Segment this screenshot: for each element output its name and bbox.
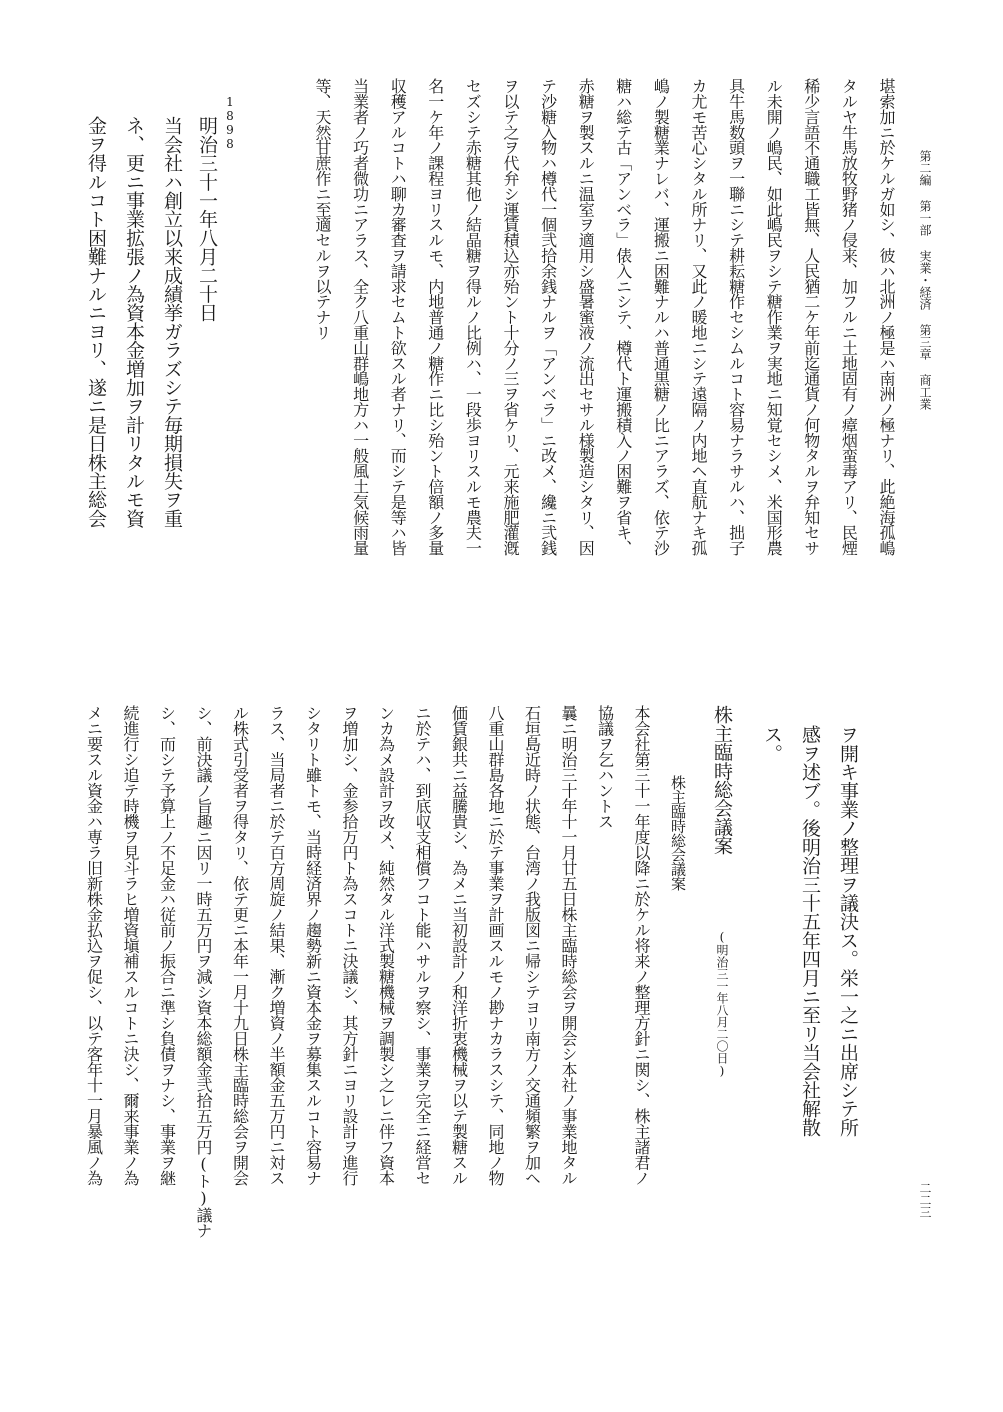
continuation-line: 感ヲ述ブ。後明治三十五年四月ニ至リ当会社解散 <box>799 725 821 1137</box>
continuation-line: ヲ開キ事業ノ整理ヲ議決ス。栄一之ニ出席シテ所 <box>837 725 859 1137</box>
document-subtitle: 株主臨時総会議案 <box>669 775 687 891</box>
text-line: 当業者ノ巧者微功ニアラス、全ク八重山群嶋地方ハ一般風土気候雨量 <box>350 78 370 556</box>
text-line: 収穫アルコトハ聊カ審査ヲ請求セムト欲スル者ナリ、而シテ是等ハ皆 <box>388 78 408 556</box>
body-line: シ、而シテ予算上ノ不足金ハ従前ノ振合ニ準シ負債ヲナシ、事業ヲ継 <box>157 705 177 1186</box>
body-line: メニ要スル資金ハ専ラ旧新株金払込ヲ促シ、以テ客年十一月暴風ノ為 <box>84 705 104 1186</box>
body-line: ニ於テハ、到底収支相償フコト能ハサルヲ察シ、事業ヲ完全ニ経営セ <box>413 705 432 1186</box>
document-date: (明治三一年八月二〇日) <box>715 930 729 1078</box>
text-line: 嶋ノ製糖業ナレバ、運搬ニ困難ナルハ普通黒糖ノ比ニアラズ、依テ沙 <box>651 78 671 556</box>
continuation-line: ス。 <box>761 725 783 763</box>
body-line: シ、前決議ノ旨趣ニ因リ一時五万円ヲ減シ資本総額金弐拾五万円(ト)議ナ <box>194 705 213 1238</box>
notice-line: 当会社ハ創立以来成績挙ガラズシテ毎期損失ヲ重 <box>161 116 183 528</box>
body-line: ンカ為メ設計ヲ改メ、純然タル洋式製糖機械ヲ調製シ之レニ伴フ資本 <box>376 705 396 1186</box>
text-line: ル未開ノ嶋民、如此嶋民ヲシテ糖作業ヲ実地ニ知覚セシメ、米国形農 <box>764 78 784 556</box>
text-line: セズシテ赤糖其他ノ結晶糖ヲ得ルノ比例ハ、一段歩ヨリスルモ農夫一 <box>463 78 483 556</box>
body-line: 本会社第三十一年度以降ニ於ケル将来ノ整理方針ニ関シ、株主諸君ノ <box>632 705 651 1186</box>
text-line: 糖ハ総テ古「アンベラ」俵入ニシテ、樽代ト運搬積入ノ困難ヲ省キ、 <box>613 78 633 556</box>
body-line: ラス、当局者ニ於テ百方周旋ノ結果、漸ク増資ノ半額金五万円ニ対ス <box>267 705 286 1186</box>
text-line: タルヤ牛馬放牧野猪ノ侵来、加フルニ土地固有ノ瘴烟蛮毒アリ、民煙 <box>839 78 859 556</box>
text-line: カ尤モ苦心シタル所ナリ、又此ノ暖地ニシテ遠隔ノ内地ヘ直航ナキ孤 <box>689 78 708 556</box>
page-number: 二二三 <box>918 1182 932 1218</box>
text-line: 堪索加ニ於ケルガ如シ、彼ハ北洲ノ極是ハ南洲ノ極ナリ、此絶海孤嶋 <box>877 78 896 556</box>
body-line: 協議ヲ乞ハントス <box>595 705 615 829</box>
text-line: 稀少言語不通職工皆無、人民猶二ケ年前迄通貨ノ何物タルヲ弁知セサ <box>801 78 821 556</box>
document-title: 株主臨時総会議案 <box>711 705 733 855</box>
date-line: 明治三十一年八月二十日 <box>196 116 218 322</box>
body-line: ヲ増加シ、金参拾万円ト為スコトニ決議シ、其方針ニヨリ設計ヲ進行 <box>340 705 359 1186</box>
notice-line: ネ、更ニ事業拡張ノ為資本金増加ヲ計リタルモ資 <box>123 116 145 528</box>
body-line: ル株式引受者ヲ得タリ、依テ更ニ本年一月十九日株主臨時総会ヲ開会 <box>230 705 250 1186</box>
text-line: 赤糖ヲ製スルニ温室ヲ適用シ盛暑蜜液ノ流出セサル様製造シタリ、因 <box>576 78 596 556</box>
running-head: 第二編 第一部 実業・経済 第三章 商工業 <box>918 150 932 410</box>
body-line: シタリト雖トモ、当時経済界ノ趨勢新ニ資本金ヲ募集スルコト容易ナ <box>303 705 323 1186</box>
year-note: 1898 <box>223 95 237 151</box>
notice-line: 金ヲ得ルコト困難ナルニヨリ、遂ニ是日株主総会 <box>85 116 107 528</box>
text-line: 等、天然甘蔗作ニ至適セルヲ以テナリ <box>313 78 332 340</box>
body-line: 価賃銀共ニ益騰貴シ、為メニ当初設計ノ和洋折衷機械ヲ以テ製糖スル <box>449 705 469 1186</box>
body-line: 石垣島近時ノ状態、台湾ノ我版図ニ帰シテヨリ南方ノ交通頻繁ヲ加ヘ <box>522 705 542 1186</box>
body-line: 八重山群島各地ニ於テ事業ヲ計画スルモノ尠ナカラスシテ、同地ノ物 <box>486 705 505 1186</box>
text-line: 名一ケ年ノ課程ヨリスルモ、内地普通ノ糖作ニ比シ殆ント倍額ノ多量 <box>425 78 445 556</box>
body-line: 曩ニ明治三十年十一月廿五日株主臨時総会ヲ開会シ本社ノ事業地タル <box>559 705 578 1186</box>
text-line: テ沙糖入物ハ樽代一個弐拾余銭ナルヲ「アンベラ」ニ改メ、纔ニ弐銭 <box>538 78 558 556</box>
body-line: 続進行シ追テ時機ヲ見斗ラヒ増資塡補スルコトニ決シ、爾来事業ノ為 <box>121 705 140 1186</box>
text-line: 具牛馬数頭ヲ一聯ニシテ耕耘糖作セシムルコト容易ナラサルハ、拙子 <box>726 78 746 556</box>
text-line: ヲ以テ之ヲ代弁シ運賃積込亦殆ント十分ノ三ヲ省ケリ、元来施肥灌漑 <box>501 78 520 556</box>
